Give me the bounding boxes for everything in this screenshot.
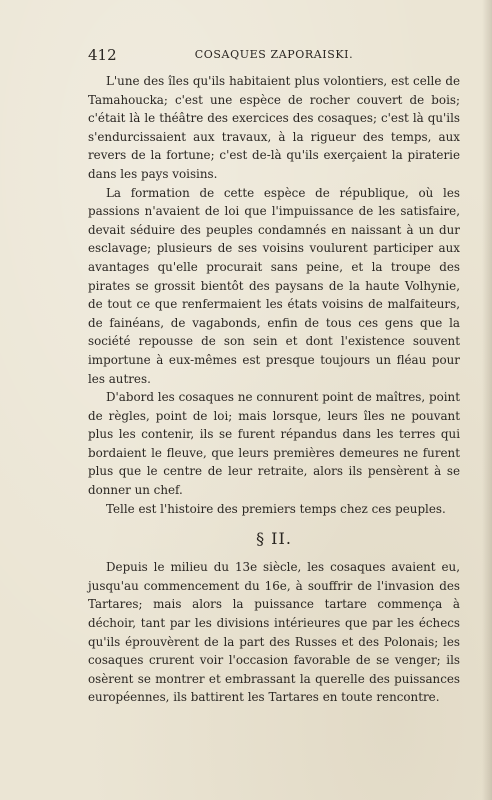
page-body xyxy=(88,72,460,707)
section-heading: § II. xyxy=(256,529,292,549)
page-edge-shadow xyxy=(482,0,492,800)
paragraph: Depuis le milieu du 13e siècle, les cosaques avaient eu, jusqu'au commencement du 16e, à souffrir de l'invasion des Tartares; mais alors la puissance tartare commença à déchoir, tant par les divisions intérieures que par les échecs qu'ils éprouvèrent de la part des Russes et des Polonais; les cosaques crurent voir l'occasion favorable de se venger; ils osèrent se montrer et embrassant la querelle des puissances européennes, ils battirent les Tartares en toute rencontre. xyxy=(88,560,460,705)
paragraph: Telle est l'histoire des premiers temps chez ces peuples. xyxy=(106,501,446,516)
paragraph: La formation de cette espèce de république, où les passions n'avaient de loi que l'impuissance de les satisfaire, devait séduire des peuples condamnés en naissant à un dur esclavage; plusieurs de ses voisins voulurent participer aux avantages qu'elle procurait sans peine, et la troupe des pirates se grossit bientôt des paysans de la haute Volhynie, de tout ce que renfermaient les états voisins de malfaiteurs, de fainéans, de vagabonds, enfin de tous ces gens que la société repousse de son sein et dont l'existence souvent importune à eux-mêmes est presque toujours un fléau pour les autres. xyxy=(88,185,460,386)
page-number: 412 xyxy=(88,46,117,64)
page-header xyxy=(88,46,460,66)
paragraph: D'abord les cosaques ne connurent point de maîtres, point de règles, point de loi; mais lorsque, leurs îles ne pouvant plus les contenir, ils se furent répandus dans les terres qui bordaient le fleuve, que leurs premières demeures ne furent plus que le centre de leur retraite, alors ils pensèrent à se donner un chef. xyxy=(88,390,460,498)
running-title: COSAQUES ZAPORAISKI. xyxy=(194,48,354,61)
paragraph: L'une des îles qu'ils habitaient plus volontiers, est celle de Tamahoucka; c'est une espèce de rocher couvert de bois; c'était là le théâtre des exercices des cosaques; c'est là qu'ils s'endurcissaient aux travaux, à la rigueur des temps, aux revers de la fortune; c'est de-là qu'ils exerçaient la piraterie dans les pays voisins. xyxy=(88,74,460,181)
